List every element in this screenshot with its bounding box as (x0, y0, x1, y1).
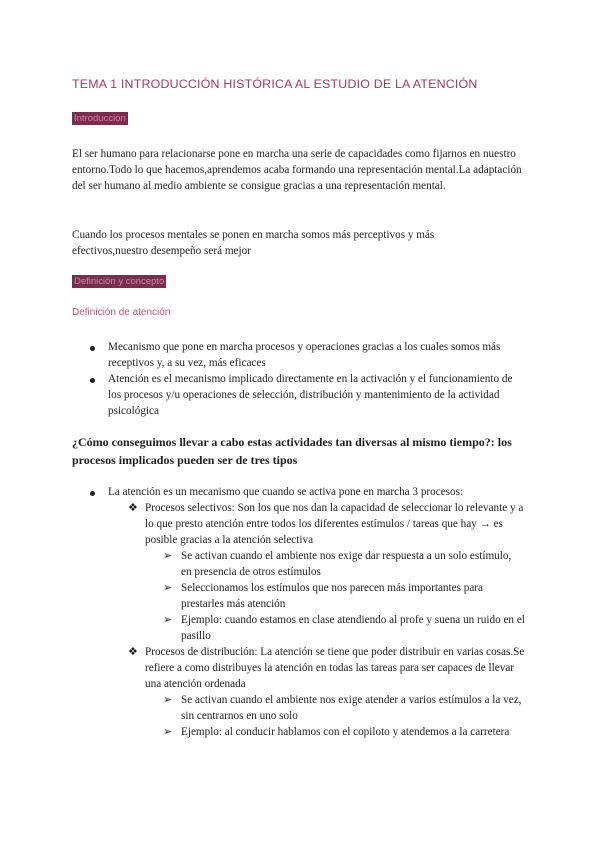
diamond-bullet-icon: ❖ (128, 502, 138, 514)
section-label-introduction: Introducción (74, 113, 126, 124)
subheading-definition: Definición de atención (72, 307, 171, 318)
bullet-icon (90, 346, 95, 351)
process-selective-item: Seleccionamos los estímulos que nos parecen más importantes para prestarles más atención (181, 582, 483, 610)
section-label-definition: Definición y concepto (74, 276, 165, 287)
question-heading: ¿Cómo conseguimos llevar a cabo estas actividades tan diversas al mismo tiempo?: los procesos implicados pueden ser de tres tipos (72, 435, 512, 467)
bullet-icon (90, 378, 95, 383)
list-intro: La atención es un mecanismo que cuando se activa pone en marcha 3 procesos: (108, 486, 464, 498)
arrow-bullet-icon: ➢ (163, 550, 173, 562)
diamond-bullet-icon: ❖ (128, 646, 138, 658)
arrow-bullet-icon: ➢ (163, 582, 173, 594)
arrow-bullet-icon: ➢ (163, 726, 173, 738)
process-distribution: Procesos de distribución: La atención se tiene que poder distribuir en varias cosas.Se refiere a como distribuyes la atención en todas las tareas para ser capaces de llevar una atención ordenada (145, 646, 525, 690)
process-selective-item: Ejemplo: cuando estamos en clase atendiendo al profe y suena un ruido en el pasillo (181, 614, 525, 642)
bullet-icon (90, 491, 95, 496)
arrow-bullet-icon: ➢ (163, 614, 173, 626)
definition-item: Atención es el mecanismo implicado directamente en la activación y el funcionamiento de los procesos y/u operaciones de selección, distribución y mantenimiento de la actividad psicológica (108, 373, 513, 417)
process-selective: Procesos selectivos: Son los que nos dan la capacidad de seleccionar lo relevante y a lo que presto atención entre todos los diferentes estímulos / tareas que hay → es posible gracias a la atención selectiva (145, 502, 524, 546)
process-distribution-item: Ejemplo: al conducir hablamos con el copiloto y atendemos a la carretera (181, 726, 510, 738)
intro-paragraph-1: El ser humano para relacionarse pone en marcha una serie de capacidades como fijarnos en nuestro entorno.Todo lo que hacemos,aprendemos acaba formando una representación mental.La adaptación del ser humano al medio ambiente se consigue gracias a una representación mental. (72, 148, 522, 192)
arrow-bullet-icon: ➢ (163, 694, 173, 706)
definition-item: Mecanismo que pone en marcha procesos y operaciones gracias a los cuales somos más receptivos y, a su vez, más eficaces (108, 341, 501, 369)
intro-paragraph-2: Cuando los procesos mentales se ponen en marcha somos más perceptivos y más efectivos,nuestro desempeño será mejor (72, 229, 435, 257)
process-distribution-item: Se activan cuando el ambiente nos exige atender a varios estímulos a la vez, sin centrarnos en uno solo (181, 694, 522, 722)
process-selective-item: Se activan cuando el ambiente nos exige dar respuesta a un solo estímulo, en presencia de otros estímulos (181, 550, 512, 578)
page-title: TEMA 1 INTRODUCCIÓN HISTÓRICA AL ESTUDIO DE LA ATENCIÓN (72, 77, 478, 91)
